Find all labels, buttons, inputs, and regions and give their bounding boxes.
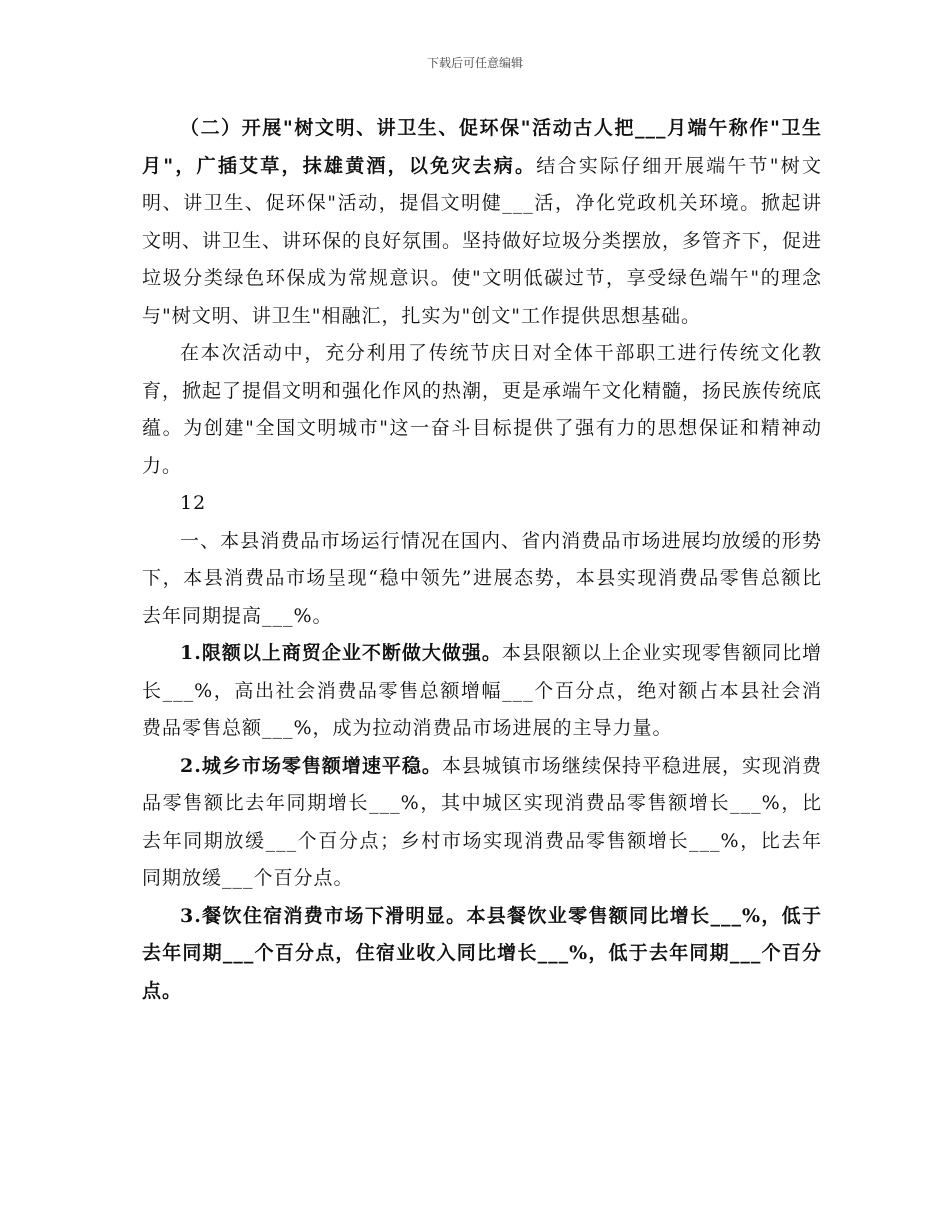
paragraph-catering-lodging [142,898,822,1011]
page-header: 下载后可任意编辑 [426,56,523,70]
paragraph-heading: 3.餐饮住宿消费市场下滑明显。本县餐饮业零售额同比增长___%，低于去年同期___个百分点，住宿业收入同比增长___%，低于去年同期___个百分点。 [142,904,822,1002]
paragraph-text: 本县城镇市场继续保持平稳进展，实现消费品零售额比去年同期增长___%，其中城区实现消费品零售额增长___%，比去年同期放缓___个百分点；乡村市场实现消费品零售额增长___%，比去年同期放缓___个百分点。 [142,754,822,889]
paragraph-market-overview [142,523,822,636]
paragraph-quota-enterprises [142,635,822,748]
page-number-text [142,485,822,523]
paragraph-text: 结合实际仔细开展端午节"树文明、讲卫生、促环保"活动，提倡文明健___活，净化党政机关环境。掀起讲文明、讲卫生、讲环保的良好氛围。坚持做好垃圾分类摆放，多管齐下，促进垃圾分类绿色环保成为常规意识。使"文明低碳过节，享受绿色端午"的理念与"树文明、讲卫生"相融汇，扎实为"创文"工作提供思想基础。 [142,154,823,327]
paragraph-text: 一、本县消费品市场运行情况在国内、省内消费品市场进展均放缓的形势下，本县消费品市场呈现“稳中领先”进展态势，本县实现消费品零售总额比去年同期提高___%。 [142,529,822,627]
document-body [142,110,822,1010]
paragraph-urban-rural-market [142,748,822,898]
paragraph-environment-activity [142,110,822,335]
paragraph-text: 在本次活动中，充分利用了传统节庆日对全体干部职工进行传统文化教育，掀起了提倡文明和强化作风的热潮，更是承端午文化精髓，扬民族传统底蕴。为创建"全国文明城市"这一奋斗目标提供了强有力的思想保证和精神动力。 [142,342,823,477]
paragraph-heading: 2.城乡市场零售额增速平稳。 [180,754,442,777]
paragraph-heading: 1.限额以上商贸企业不断做大做强。 [180,642,502,664]
paragraph-heading: （二）开展"树文明、讲卫生、促环保"活动古人把___月端午称作"卫生月"，广插艾草，抹雄黄酒，以免灾去病。 [142,117,822,177]
paragraph-text: 本县限额以上企业实现零售额同比增长___%，高出社会消费品零售总额增幅___个百分点，绝对额占本县社会消费品零售总额___%，成为拉动消费品市场进展的主导力量。 [142,642,822,739]
paragraph-text: 12 [180,492,207,514]
paragraph-activity-summary [142,335,822,485]
